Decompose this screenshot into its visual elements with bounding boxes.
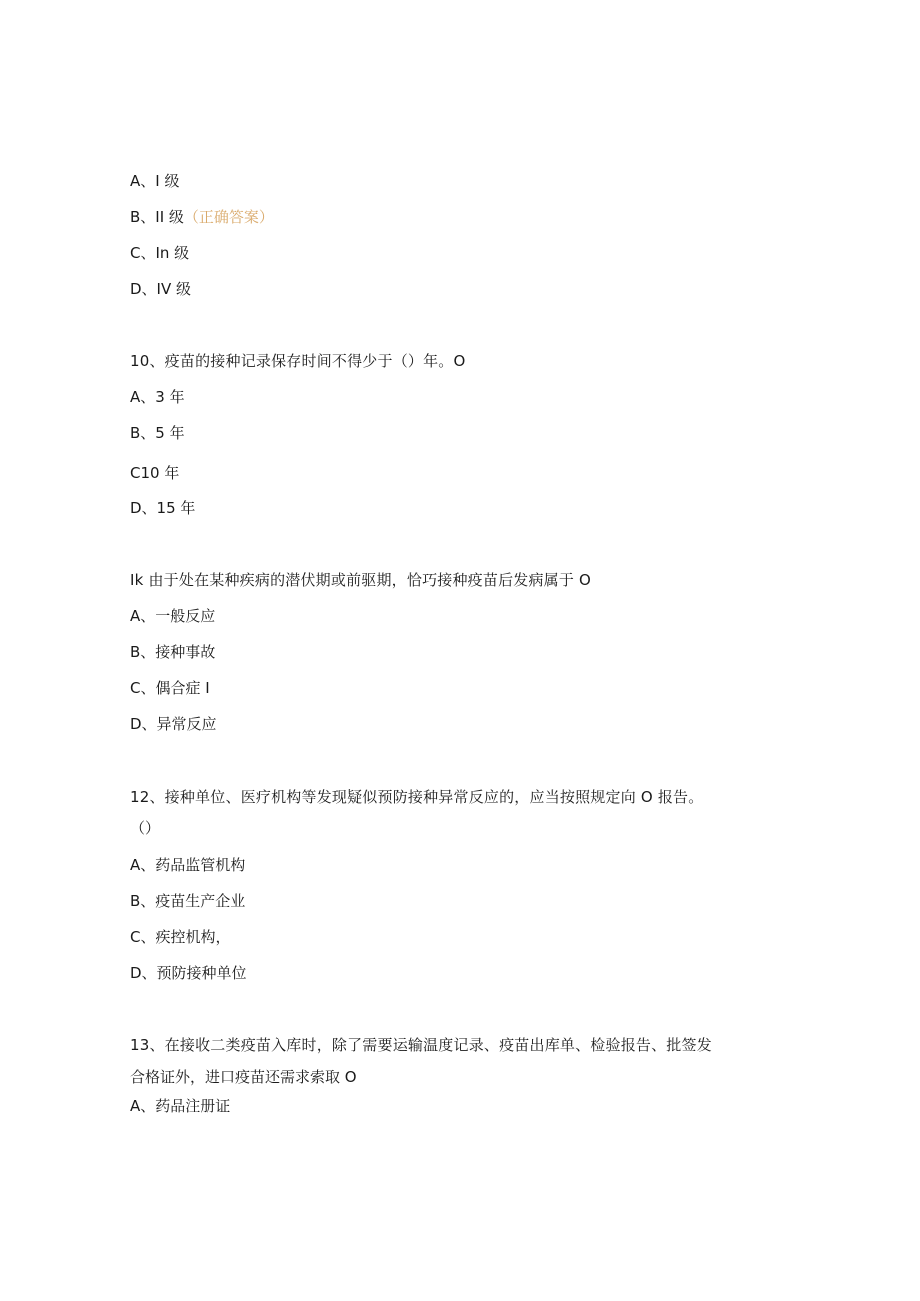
- q9-option-a: A、I 级: [130, 172, 180, 190]
- q10-option-c: C10 年: [130, 464, 180, 482]
- correct-answer-tag: （正确答案）: [183, 208, 274, 226]
- q10-option-b: B、5 年: [130, 424, 185, 442]
- q12-option-c: C、疾控机构，: [130, 928, 231, 946]
- q13-question-line1: 13、在接收二类疫苗入库时，除了需要运输温度记录、疫苗出库单、检验报告、批签发: [130, 1036, 712, 1054]
- q12-option-a: A、药品监管机构: [130, 856, 246, 874]
- q11-option-b: B、接种事故: [130, 643, 216, 661]
- q11-option-c: C、偶合症 I: [130, 679, 210, 697]
- q10-question: 10、疫苗的接种记录保存时间不得少于（）年。O: [130, 352, 466, 370]
- q12-question-line2: （）: [130, 819, 161, 837]
- q10-option-a: A、3 年: [130, 388, 185, 406]
- q11-option-d: D、异常反应: [130, 715, 217, 733]
- q9-option-b-text: B、II 级: [130, 208, 184, 226]
- q13-option-a: A、药品注册证: [130, 1097, 231, 1115]
- q10-option-d: D、15 年: [130, 499, 196, 517]
- q12-question-line1: 12、接种单位、医疗机构等发现疑似预防接种异常反应的，应当按照规定向 O 报告。: [130, 788, 704, 806]
- q13-question-line2: 合格证外，进口疫苗还需求索取 O: [130, 1068, 357, 1086]
- q9-option-b: [130, 207, 274, 227]
- q12-option-d: D、预防接种单位: [130, 964, 247, 982]
- q12-option-b: B、疫苗生产企业: [130, 892, 246, 910]
- q11-question: Ik 由于处在某种疾病的潜伏期或前驱期，恰巧接种疫苗后发病属于 O: [130, 571, 592, 589]
- q11-option-a: A、一般反应: [130, 607, 216, 625]
- q9-option-d: D、IV 级: [130, 280, 192, 298]
- q9-option-c: C、In 级: [130, 244, 190, 262]
